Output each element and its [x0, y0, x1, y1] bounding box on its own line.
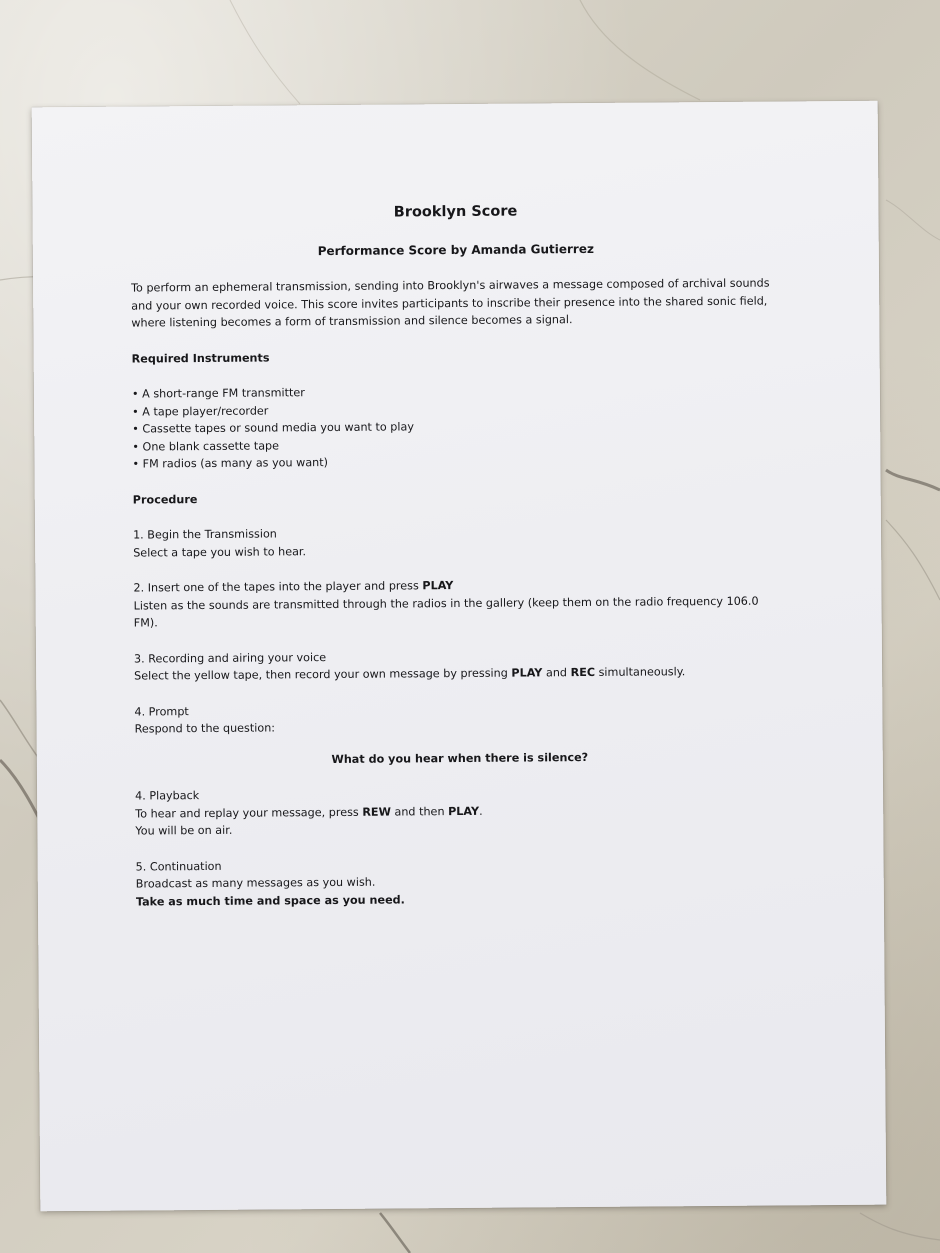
step-title: 5. Continuation	[135, 859, 222, 874]
play-keyword: PLAY	[511, 666, 543, 680]
step-text-c: and then	[390, 804, 449, 819]
rec-keyword: REC	[570, 665, 596, 680]
instruments-list	[132, 380, 783, 473]
score-document	[130, 201, 786, 928]
intro-paragraph: To perform an ephemeral transmission, sending into Brooklyn's airwaves a message composed of archival sounds and your own recorded voice. This score invites participants to inscribe their presence into the shared sonic field, where listening becomes a form of transmission and silence becomes a signal.	[131, 276, 770, 330]
paper-sheet	[32, 101, 887, 1212]
procedure-step-3	[134, 645, 784, 685]
procedure-step-2	[133, 574, 783, 632]
prompt-question: What do you hear when there is silence?	[331, 750, 589, 766]
step-text: Respond to the question:	[134, 721, 276, 736]
step-text-a: Select the yellow tape, then record your own message by pressing	[134, 666, 512, 683]
procedure-heading: Procedure	[132, 492, 198, 507]
step-text	[134, 662, 784, 685]
list-item: • Cassette tapes or sound media you want to play	[132, 420, 414, 436]
step-text-c: and	[542, 666, 571, 680]
document-subtitle: Performance Score by Amanda Gutierrez	[317, 241, 594, 258]
list-item: • FM radios (as many as you want)	[132, 456, 329, 471]
play-keyword: PLAY	[448, 804, 480, 818]
step-title: 3. Recording and airing your voice	[133, 650, 327, 666]
list-item: • One blank cassette tape	[132, 438, 280, 454]
step-title: 1. Begin the Transmission	[132, 527, 277, 542]
step-text: Select a tape you wish to hear.	[133, 544, 307, 560]
rew-keyword: REW	[362, 805, 391, 819]
procedure-step-1	[133, 521, 783, 561]
step-text-e: simultaneously.	[594, 665, 686, 679]
play-keyword: PLAY	[422, 579, 454, 593]
step-text: Broadcast as many messages as you wish.	[135, 875, 376, 891]
step-title-text: 2. Insert one of the tapes into the player and press	[133, 579, 423, 595]
procedure-step-continuation	[136, 853, 786, 911]
procedure-step-playback	[135, 782, 785, 840]
list-item: • A short-range FM transmitter	[131, 386, 305, 401]
step-title: 4. Playback	[135, 789, 200, 803]
closing-line: Take as much time and space as you need.	[135, 892, 405, 909]
step-text-a: To hear and replay your message, press	[135, 805, 363, 821]
list-item: • A tape player/recorder	[132, 403, 269, 419]
instruments-heading: Required Instruments	[131, 350, 270, 366]
step-title: 4. Prompt	[134, 704, 189, 719]
procedure-step-4	[134, 698, 784, 738]
step-text: Listen as the sounds are transmitted through the radios in the gallery (keep them on the radio frequency 106.0 FM).	[133, 594, 759, 630]
step-text-2: You will be on air.	[135, 823, 233, 838]
step-text-e: .	[479, 804, 483, 818]
document-title: Brooklyn Score	[393, 203, 518, 221]
